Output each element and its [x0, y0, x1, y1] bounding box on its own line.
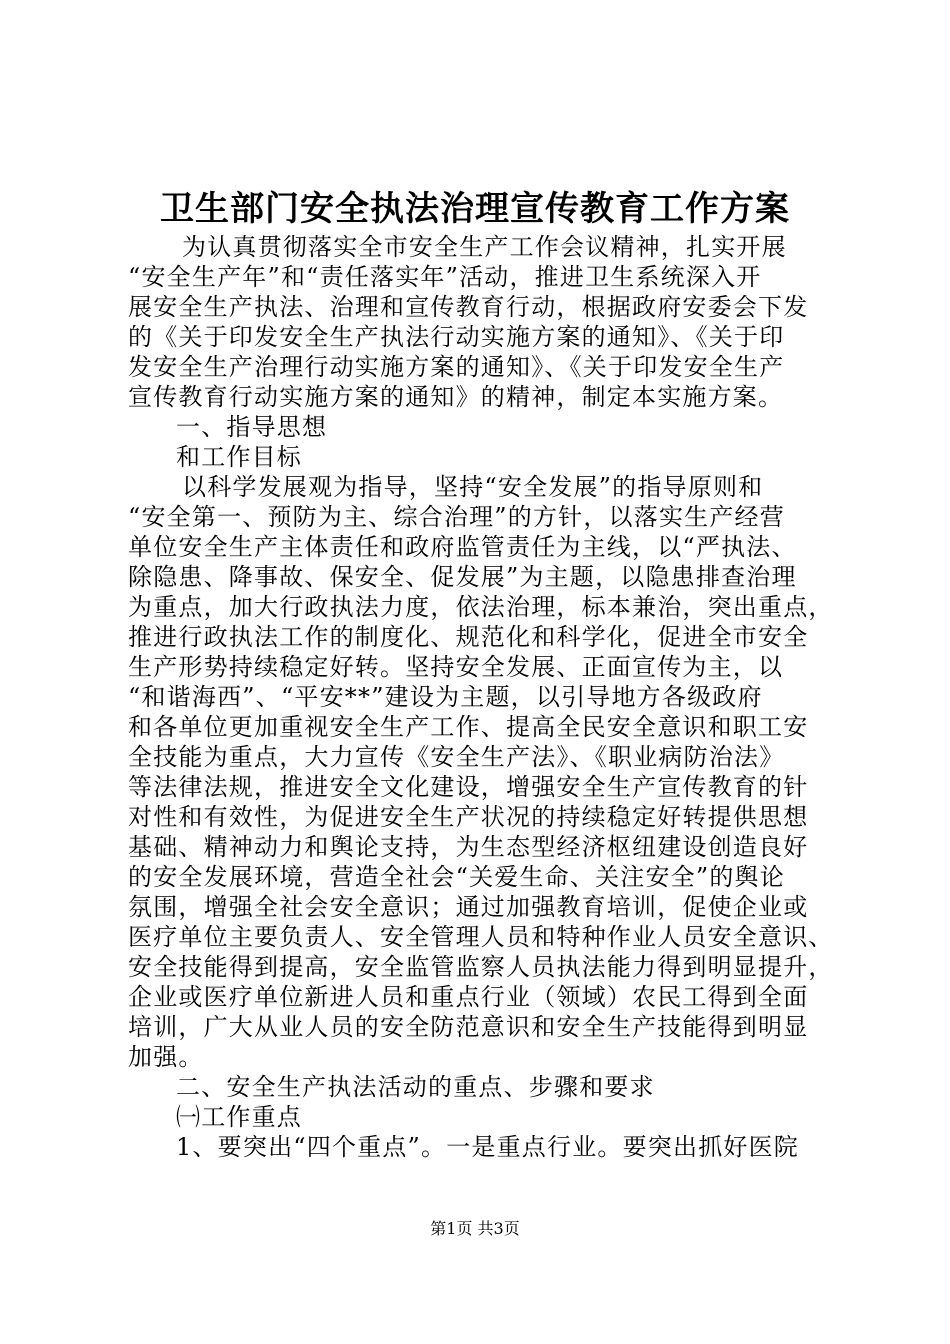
text-line: 单位安全生产主体责任和政府监管责任为主线，以“严执法、 [128, 533, 797, 561]
text-line: 宣传教育行动实施方案的通知》的精神，制定本实施方案。 [128, 383, 784, 411]
text-line: 的《关于印发安全生产执法行动实施方案的通知》、《关于印 [128, 323, 785, 351]
text-line: 培训，广大从业人员的安全防范意识和安全生产技能得到明显 [128, 1013, 809, 1041]
page-footer: 第1页 共3页 [430, 1219, 520, 1238]
text-line: 发安全生产治理行动实施方案的通知》、《关于印发安全生产 [128, 353, 785, 381]
text-line: 的安全发展环境，营造全社会“关爱生命、关注安全”的舆论 [128, 863, 785, 891]
text-line: 为重点，加大行政执法力度，依法治理，标本兼治，突出重点， [128, 593, 834, 621]
text-line: 基础、精神动力和舆论支持，为生态型经济枢纽建设创造良好 [128, 833, 809, 861]
text-line: 为认真贯彻落实全市安全生产工作会议精神，扎实开展 [182, 233, 787, 261]
text-line: 对性和有效性，为促进安全生产状况的持续稳定好转提供思想 [128, 803, 809, 831]
text-line: 安全技能得到提高，安全监管监察人员执法能力得到明显提升， [128, 953, 834, 981]
text-line: 等法律法规，推进安全文化建设，增强安全生产宣传教育的针 [128, 773, 809, 801]
text-line: 和工作目标 [176, 443, 302, 471]
text-line: 一、指导思想 [176, 413, 328, 441]
text-line: ㈠工作重点 [176, 1103, 302, 1131]
text-line: 二、安全生产执法活动的重点、步骤和要求 [176, 1073, 655, 1101]
text-line: 全技能为重点，大力宣传《安全生产法》、《职业病防治法》 [128, 743, 785, 771]
text-line: 氛围，增强全社会安全意识；通过加强教育培训，促使企业或 [128, 893, 809, 921]
text-line: 除隐患、降事故、保安全、促发展”为主题，以隐患排查治理 [128, 563, 797, 591]
text-line: 医疗单位主要负责人、安全管理人员和特种作业人员安全意识、 [128, 923, 834, 951]
document-body [128, 232, 838, 1162]
text-line: 以科学发展观为指导，坚持“安全发展”的指导原则和 [182, 473, 764, 501]
text-line: 和各单位更加重视安全生产工作、提高全民安全意识和职工安 [128, 713, 809, 741]
text-line: “和谐海西”、“平安**”建设为主题，以引导地方各级政府 [128, 683, 763, 711]
text-line: 加强。 [128, 1043, 204, 1071]
text-line: 展安全生产执法、治理和宣传教育行动，根据政府安委会下发 [128, 293, 809, 321]
text-line: 企业或医疗单位新进人员和重点行业（领域）农民工得到全面 [128, 983, 809, 1011]
text-line: “安全生产年”和“责任落实年”活动，推进卫生系统深入开 [128, 263, 762, 291]
text-line: “安全第一、预防为主、综合治理”的方针，以落实生产经营 [128, 503, 785, 531]
text-line: 推进行政执法工作的制度化、规范化和科学化，促进全市安全 [128, 623, 809, 651]
document-title: 卫生部门安全执法治理宣传教育工作方案 [160, 189, 790, 229]
text-line: 1、要突出“四个重点”。一是重点行业。要突出抓好医院 [176, 1133, 800, 1161]
text-line: 生产形势持续稳定好转。坚持安全发展、正面宣传为主，以 [128, 653, 784, 681]
